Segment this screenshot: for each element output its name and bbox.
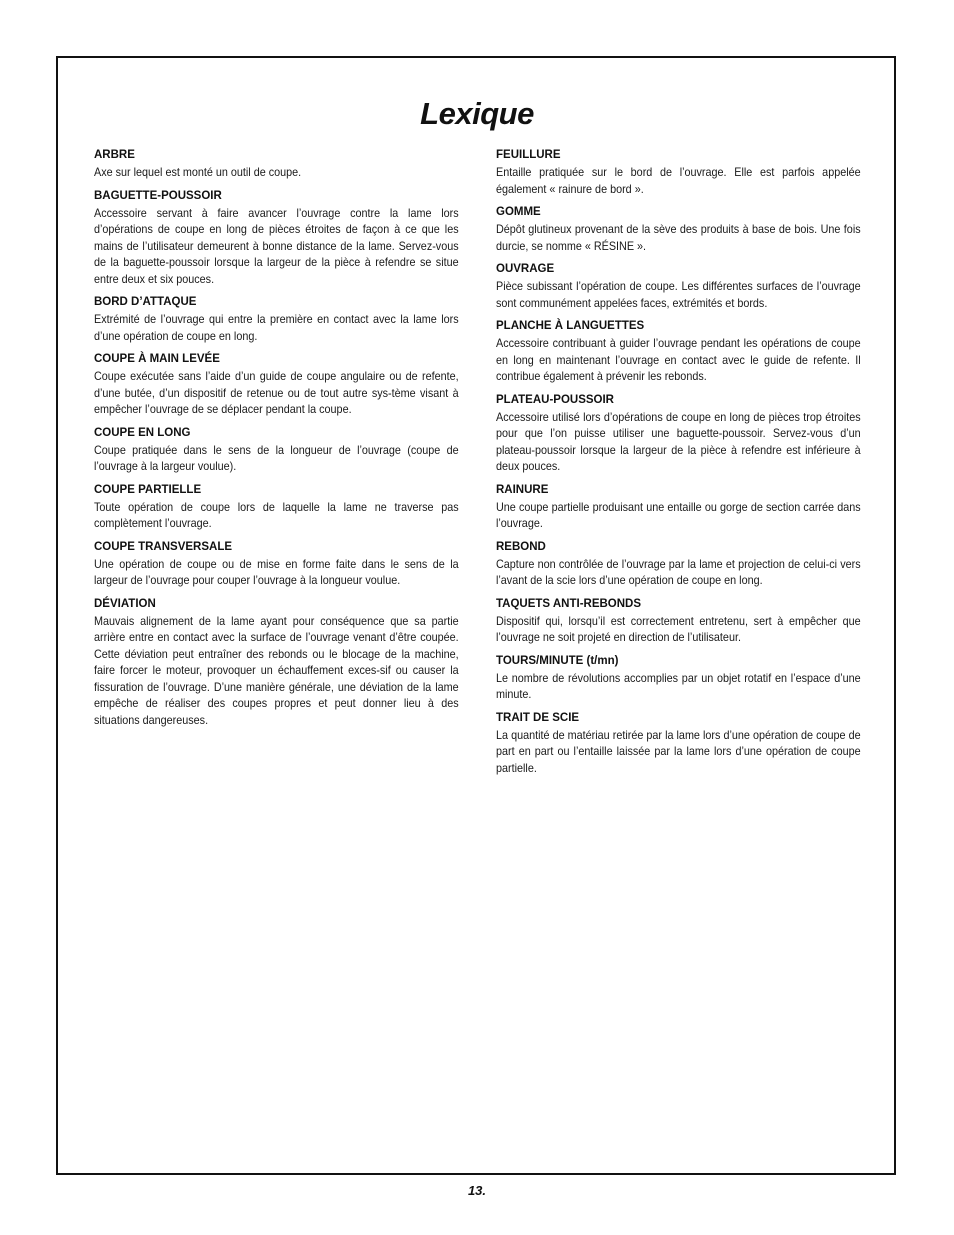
glossary-definition: Dispositif qui, lorsqu’il est correctement entretenu, sert à empêcher que l’ouvrage ne soit projeté en direction de l’utilisateur.	[496, 613, 861, 644]
glossary-term: RAINURE	[496, 483, 549, 496]
glossary-term: OUVRAGE	[496, 263, 555, 275]
glossary-entry	[94, 483, 459, 532]
glossary-term: DÉVIATION	[94, 597, 156, 610]
glossary-entry	[496, 483, 861, 532]
glossary-term: FEUILLURE	[496, 149, 561, 161]
glossary-term: PLANCHE À LANGUETTES	[496, 320, 645, 332]
glossary-definition: Coupe exécutée sans l’aide d’un guide de coupe angulaire ou de refente, d’une butée, d’un dispositif de retenue ou de tout autre sys-tème visant à empêcher l’ouvrage de se déplacer pendant la coupe.	[94, 369, 459, 416]
glossary-definition: Pièce subissant l’opération de coupe. Les différentes surfaces de l’ouvrage sont communément appelées faces, extrémités et bords.	[496, 279, 861, 310]
glossary-left-column	[94, 148, 459, 736]
glossary-entry	[496, 148, 861, 197]
glossary-entry	[496, 597, 861, 646]
glossary-term: BAGUETTE-POUSSOIR	[94, 189, 222, 202]
glossary-term: REBOND	[496, 540, 546, 553]
glossary-definition: Une opération de coupe ou de mise en forme faite dans le sens de la largeur de l’ouvrage pour couper l’ouvrage à la longueur voulue.	[94, 556, 459, 587]
glossary-entry	[94, 189, 459, 288]
glossary-term: TOURS/MINUTE (t/mn)	[496, 654, 619, 667]
glossary-entry	[496, 540, 861, 589]
glossary-definition: Le nombre de révolutions accomplies par un objet rotatif en l’espace d’une minute.	[496, 670, 861, 701]
glossary-definition: Toute opération de coupe lors de laquelle la lame ne traverse pas complètement l’ouvrage.	[94, 499, 459, 530]
glossary-definition: Entaille pratiquée sur le bord de l’ouvrage. Elle est parfois appelée également « rainure de bord ».	[496, 165, 861, 196]
glossary-entry	[496, 711, 861, 777]
glossary-term: COUPE PARTIELLE	[94, 483, 202, 496]
glossary-entry	[94, 426, 459, 475]
glossary-definition: Extrémité de l’ouvrage qui entre la première en contact avec la lame lors d’une opération de coupe en long.	[94, 312, 459, 343]
glossary-entry	[94, 597, 459, 729]
glossary-term: COUPE TRANSVERSALE	[94, 540, 233, 553]
glossary-term: TAQUETS ANTI-REBONDS	[496, 597, 642, 610]
glossary-entry	[496, 319, 861, 385]
glossary-entry	[94, 540, 459, 589]
page-number: 13.	[467, 1183, 487, 1198]
glossary-entry	[496, 393, 861, 475]
glossary-definition: Accessoire contribuant à guider l’ouvrage pendant les opérations de coupe en long en maintenant l’ouvrage en contact avec le guide de refente. Il contribue également à prévenir les rebonds.	[496, 336, 861, 383]
glossary-term: BORD D’ATTAQUE	[94, 296, 197, 308]
glossary-term: COUPE À MAIN LEVÉE	[94, 353, 220, 365]
glossary-definition: Mauvais alignement de la lame ayant pour conséquence que sa partie arrière entre en contact avec la surface de l’ouvrage venant d’être coupée. Cette déviation peut entraîner des rebonds ou le blocage de la machine, faire forcer le moteur, provoquer un échauffement exces-sif ou causer la fissuration de l’ouvrage. D’une manière générale, une déviation de la lame empêche de réaliser des coupes propres et peut donner lieu à des situations dangereuses.	[94, 613, 459, 727]
glossary-entry	[496, 205, 861, 254]
glossary-entry	[94, 352, 459, 418]
glossary-definition: Une coupe partielle produisant une entaille ou gorge de section carrée dans l’ouvrage.	[496, 499, 861, 530]
glossary-definition: Accessoire utilisé lors d’opérations de coupe en long de pièces trop étroites pour que l’on puisse utiliser une baguette-poussoir. Servez-vous d’un plateau-poussoir lorsque la largeur de la pièce à refendre est inférieure à deux pouces.	[496, 409, 861, 473]
glossary-definition: Axe sur lequel est monté un outil de coupe.	[94, 165, 302, 179]
glossary-entry	[94, 295, 459, 344]
glossary-term: PLATEAU-POUSSOIR	[496, 393, 614, 406]
glossary-entry	[496, 654, 861, 703]
glossary-entry	[496, 262, 861, 311]
glossary-entry	[94, 148, 459, 181]
glossary-term: COUPE EN LONG	[94, 426, 191, 439]
glossary-definition: La quantité de matériau retirée par la lame lors d’une opération de coupe de part en part ou l’entaille laissée par la lame lors d’une opération de coupe partielle.	[496, 727, 861, 775]
glossary-definition: Dépôt glutineux provenant de la sève des produits à base de bois. Une fois durcie, se nomme « RÉSINE ».	[496, 222, 861, 253]
glossary-right-column	[496, 148, 861, 784]
glossary-definition: Accessoire servant à faire avancer l’ouvrage contre la lame lors d’opérations de coupe en long de pièces étroites de façon à ce que les mains de l’utilisateur demeurent à bonne distance de la lame. Servez-vous de la baguette-poussoir lorsque la largeur de la pièce à refendre se situe entre deux et six pouces.	[94, 205, 459, 286]
page-title: Lexique	[420, 96, 534, 131]
glossary-term: TRAIT DE SCIE	[496, 711, 580, 724]
glossary-term: GOMME	[496, 206, 541, 218]
glossary-term: ARBRE	[94, 149, 135, 161]
glossary-definition: Capture non contrôlée de l’ouvrage par la lame et projection de celui-ci vers l’avant de la scie lors d’une opération de coupe en long.	[496, 556, 861, 587]
glossary-definition: Coupe pratiquée dans le sens de la longueur de l’ouvrage (coupe de l’ouvrage à la largeur voulue).	[94, 442, 459, 473]
